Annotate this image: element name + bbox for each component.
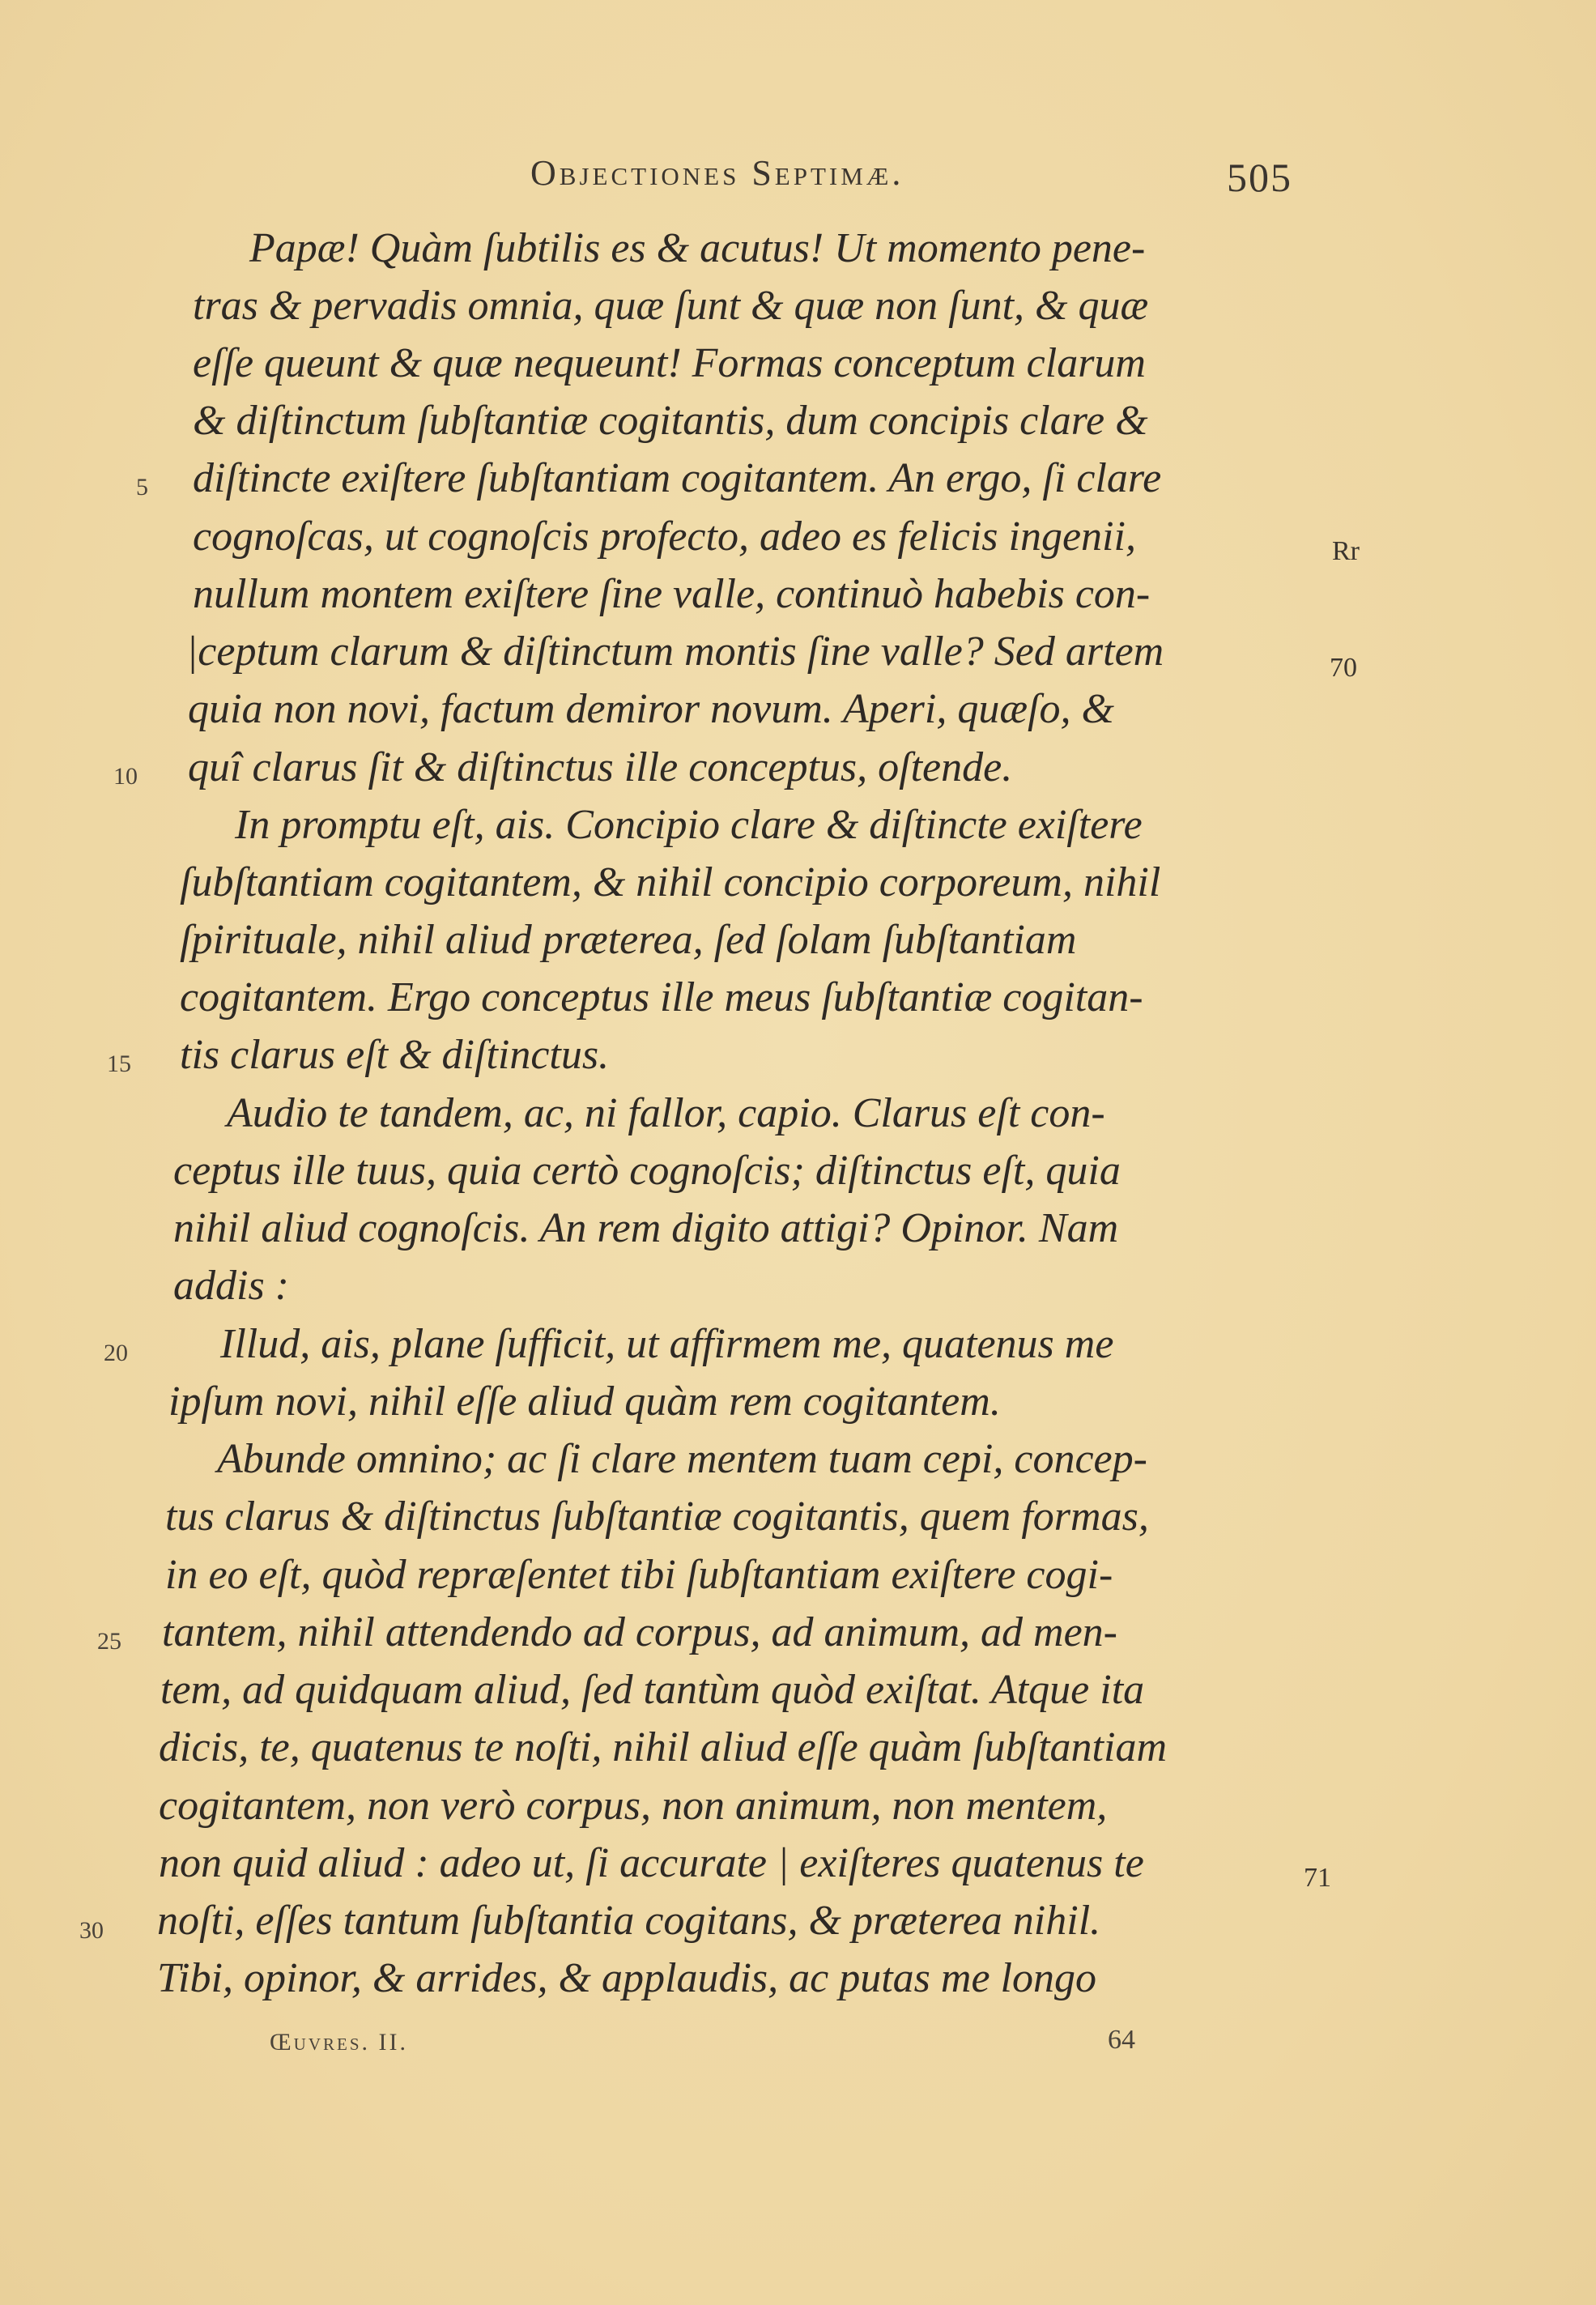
text-line: quia non novi, factum demiror novum. Aperi, quæſo, & bbox=[188, 686, 1114, 732]
text-line: non quid aliud : adeo ut, ſi accurate | exiſteres quatenus te bbox=[159, 1840, 1144, 1886]
text-line: ſubſtantiam cogitantem, & nihil concipio corporeum, nihil bbox=[180, 859, 1161, 905]
text-line: nihil aliud cognoſcis. An rem digito attigi? Opinor. Nam bbox=[173, 1205, 1119, 1251]
margin-reference: Rr bbox=[1332, 536, 1360, 566]
text-line: tem, ad quidquam aliud, ſed tantùm quòd exiſtat. Atque ita bbox=[160, 1667, 1145, 1713]
text-line: ipſum novi, nihil eſſe aliud quàm rem cogitantem. bbox=[168, 1378, 1001, 1425]
page-number: 505 bbox=[1227, 155, 1292, 200]
line-number: 15 bbox=[107, 1050, 131, 1077]
text-line: diſtincte exiſtere ſubſtantiam cogitantem. An ergo, ſi clare bbox=[193, 455, 1162, 501]
text-line: In promptu eſt, ais. Concipio clare & diſtincte exiſtere bbox=[235, 802, 1143, 848]
text-line: tantem, nihil attendendo ad corpus, ad animum, ad men- bbox=[162, 1609, 1117, 1655]
text-line: tis clarus eſt & diſtinctus. bbox=[180, 1032, 610, 1078]
text-line: tus clarus & diſtinctus ſubſtantiæ cogitantis, quem formas, bbox=[165, 1493, 1149, 1540]
text-line: quî clarus ſit & diſtinctus ille conceptus, oſtende. bbox=[188, 744, 1013, 790]
text-line: |ceptum clarum & diſtinctum montis ſine valle? Sed artem bbox=[186, 628, 1164, 675]
text-line: tras & pervadis omnia, quæ ſunt & quæ non ſunt, & quæ bbox=[193, 283, 1149, 329]
text-line: in eo eſt, quòd repræſentet tibi ſubſtantiam exiſtere cogi- bbox=[165, 1552, 1113, 1598]
line-number: 25 bbox=[97, 1628, 121, 1655]
text-line: nullum montem exiſtere ſine valle, continuò habebis con- bbox=[193, 571, 1151, 617]
line-number: 5 bbox=[136, 474, 148, 501]
text-line: cogitantem. Ergo conceptus ille meus ſubſtantiæ cogitan- bbox=[180, 974, 1143, 1020]
footer-gathering-number: 64 bbox=[1108, 2025, 1135, 2055]
text-line: cognoſcas, ut cognoſcis profecto, adeo es felicis ingenii, bbox=[193, 513, 1136, 560]
text-line: & diſtinctum ſubſtantiæ cogitantis, dum concipis clare & bbox=[193, 398, 1148, 444]
text-line: Audio te tandem, ac, ni fallor, capio. Clarus eſt con- bbox=[227, 1090, 1105, 1136]
text-line: noſti, eſſes tantum ſubſtantia cogitans, & præterea nihil. bbox=[157, 1898, 1101, 1944]
line-number: 20 bbox=[104, 1340, 128, 1366]
text-line: Tibi, opinor, & arrides, & applaudis, ac putas me longo bbox=[157, 1955, 1096, 2001]
text-line: Abunde omnino; ac ſi clare mentem tuam cepi, concep- bbox=[217, 1436, 1147, 1482]
text-line: addis : bbox=[173, 1263, 289, 1309]
text-line: ceptus ille tuus, quia certò cognoſcis; diſtinctus eſt, quia bbox=[173, 1148, 1121, 1194]
line-number: 10 bbox=[113, 763, 138, 790]
text-line: dicis, te, quatenus te noſti, nihil aliud eſſe quàm ſubſtantiam bbox=[159, 1724, 1168, 1770]
text-line: ſpirituale, nihil aliud præterea, ſed ſolam ſubſtantiam bbox=[180, 917, 1077, 963]
text-line: cogitantem, non verò corpus, non animum, non mentem, bbox=[159, 1783, 1108, 1829]
text-line: Illud, ais, plane ſufficit, ut affirmem me, quatenus me bbox=[220, 1321, 1114, 1367]
text-line: Papæ! Quàm ſubtilis es & acutus! Ut momento pene- bbox=[249, 225, 1146, 271]
line-number: 30 bbox=[79, 1917, 104, 1944]
running-title: Objectiones Septimæ. bbox=[530, 153, 904, 193]
text-line: eſſe queunt & quæ nequeunt! Formas conceptum clarum bbox=[193, 340, 1146, 386]
margin-reference: 71 bbox=[1304, 1863, 1331, 1893]
footer-signature: Œuvres. II. bbox=[270, 2029, 408, 2056]
margin-reference: 70 bbox=[1330, 653, 1357, 683]
